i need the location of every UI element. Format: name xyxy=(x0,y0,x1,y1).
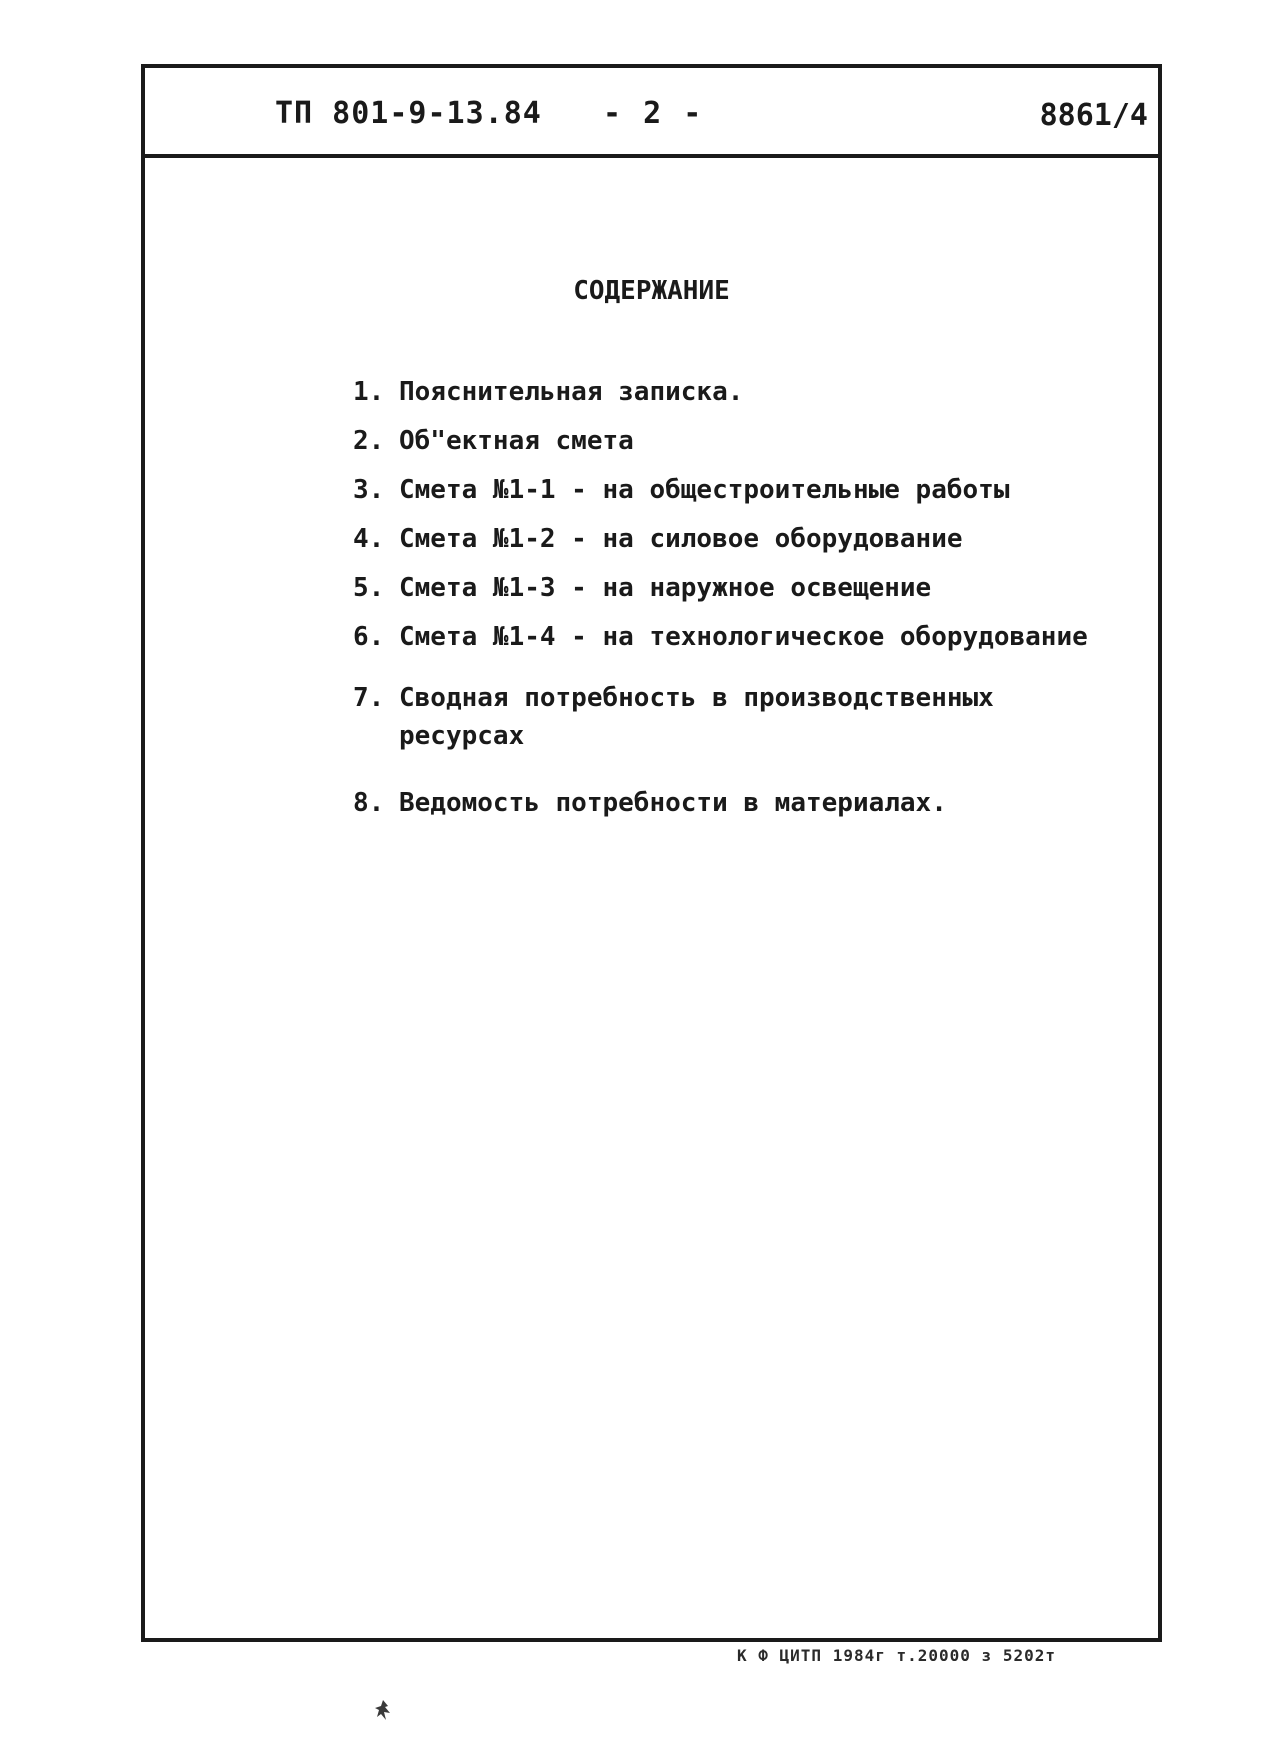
toc-item xyxy=(353,618,1113,656)
toc-item xyxy=(353,373,1113,411)
toc-item-text: Смета №1-3 - на наружное освещение xyxy=(399,573,932,603)
toc-item-text: Смета №1-2 - на силовое оборудование xyxy=(399,524,963,554)
toc-item-text: Смета №1-4 - на технологическое оборудование xyxy=(399,622,1088,652)
toc-item-number: 6. xyxy=(353,622,385,652)
toc-item xyxy=(353,520,1113,558)
ink-mark-icon xyxy=(372,1698,394,1724)
toc-item-number: 7. xyxy=(353,683,385,713)
toc-item-number: 3. xyxy=(353,475,385,505)
sheet-id: 8861/4 xyxy=(1039,98,1148,133)
toc-item xyxy=(353,784,1113,822)
toc-item-text: Ведомость потребности в материалах. xyxy=(399,788,947,818)
document-frame xyxy=(141,64,1162,1642)
toc-item-text: Пояснительная записка. xyxy=(399,377,744,407)
toc-item-number: 1. xyxy=(353,377,385,407)
print-imprint: К Ф ЦИТП 1984г т.20000 з 5202т xyxy=(737,1646,1056,1665)
toc-item xyxy=(353,569,1113,607)
toc-item-number: 4. xyxy=(353,524,385,554)
toc-item-number: 5. xyxy=(353,573,385,603)
toc-item-text: Сводная потребность в производственных ресурсах xyxy=(399,683,994,751)
toc-item xyxy=(353,471,1113,509)
toc-item xyxy=(353,679,1113,755)
header-stamp xyxy=(145,68,1158,158)
toc-item-text: Об"ектная смета xyxy=(399,426,634,456)
toc-item-text: Смета №1-1 - на общестроительные работы xyxy=(399,475,1010,505)
toc-item xyxy=(353,422,1113,460)
document-code: ТП 801-9-13.84 xyxy=(275,96,542,131)
toc-item-number: 2. xyxy=(353,426,385,456)
page-number: - 2 - xyxy=(603,96,704,131)
table-of-contents xyxy=(353,373,1113,822)
page-title: СОДЕРЖАНИЕ xyxy=(573,276,730,306)
toc-item-number: 8. xyxy=(353,788,385,818)
